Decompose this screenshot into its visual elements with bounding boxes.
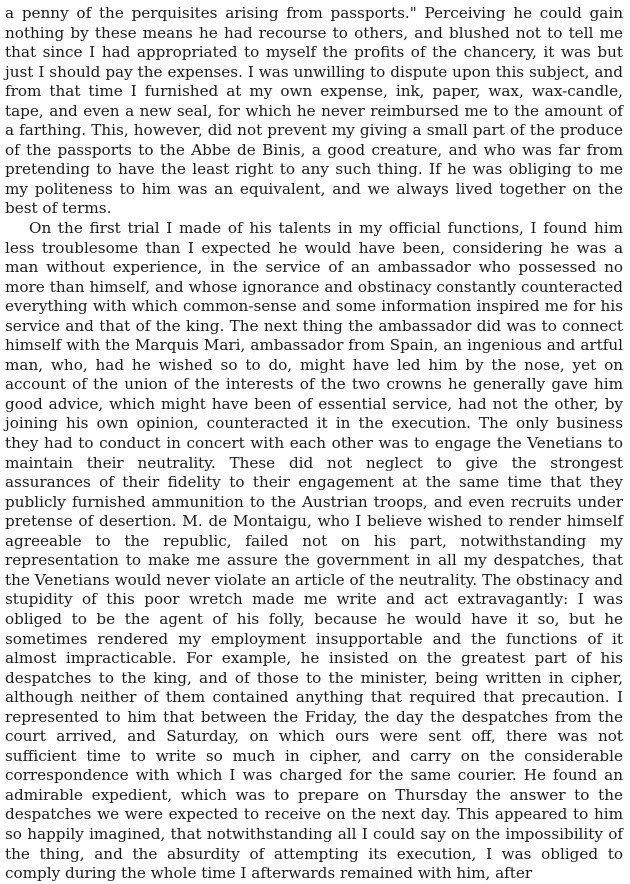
paragraph-2: On the first trial I made of his talents in my official functions, I found him less troublesome than I expected he would have been, considering he was a man without experience, in the service of an ambassador who possessed no more than himself, and whose ignorance and obstinacy constantly counteracted everything with which common-sense and some information inspired me for his service and that of the king. The next thing the ambassador did was to connect himself with the Marquis Mari, ambassador from Spain, an ingenious and artful man, who, had he wished so to do, might have led him by the nose, yet on account of the union of the interests of the two crowns he generally gave him good advice, which might have been of essential service, had not the other, by joining his own opinion, counteracted it in the execution. The only business they had to conduct in concert with each other was to engage the Venetians to maintain their neutrality. These did not neglect to give the strongest assurances of their fidelity to their engagement at the same time that they publicly furnished ammunition to the Austrian troops, and even recruits under pretense of desertion. M. de Montaigu, who I believe wished to render himself agreeable to the republic, failed not on his part, notwithstanding my representation to make me assure the government in all my despatches, that the Venetians would never violate an article of the neutrality. The obstinacy and stupidity of this poor wretch made me write and act extravagantly: I was obliged to be the agent of his folly, because he would have it so, but he sometimes rendered my employment insupportable and the functions of it almost impracticable. For example, he insisted on the greatest part of his despatches to the king, and of those to the minister, being written in cipher, although neither of them contained anything that required that precaution. I represented to him that between the Friday, the day the despatches from the court arrived, and Saturday, on which ours were sent off, there was not sufficient time to write so much in cipher, and carry on the considerable correspondence with which I was charged for the same courier. He found an admirable expedient, which was to prepare on Thursday the answer to the despatches we were expected to receive on the next day. This appeared to him so happily imagined, that notwithstanding all I could say on the impossibility of the thing, and the absurdity of attempting its execution, I was obliged to comply during the whole time I afterwards remained with him, after bbox=[5, 219, 623, 883]
paragraph-1: a penny of the perquisites arising from passports." Perceiving he could gain nothing by these means he had recourse to others, and blushed not to tell me that since I had appropriated to myself the profits of the chancery, it was but just I should pay the expenses. I was unwilling to dispute upon this subject, and from that time I furnished at my own expense, ink, paper, wax, wax-candle, tape, and even a new seal, for which he never reimbursed me to the amount of a farthing. This, however, did not prevent my giving a small part of the produce of the passports to the Abbe de Binis, a good creature, and who was far from pretending to have the least right to any such thing. If he was obliging to me my politeness to him was an equivalent, and we always lived together on the best of terms. bbox=[5, 4, 623, 218]
